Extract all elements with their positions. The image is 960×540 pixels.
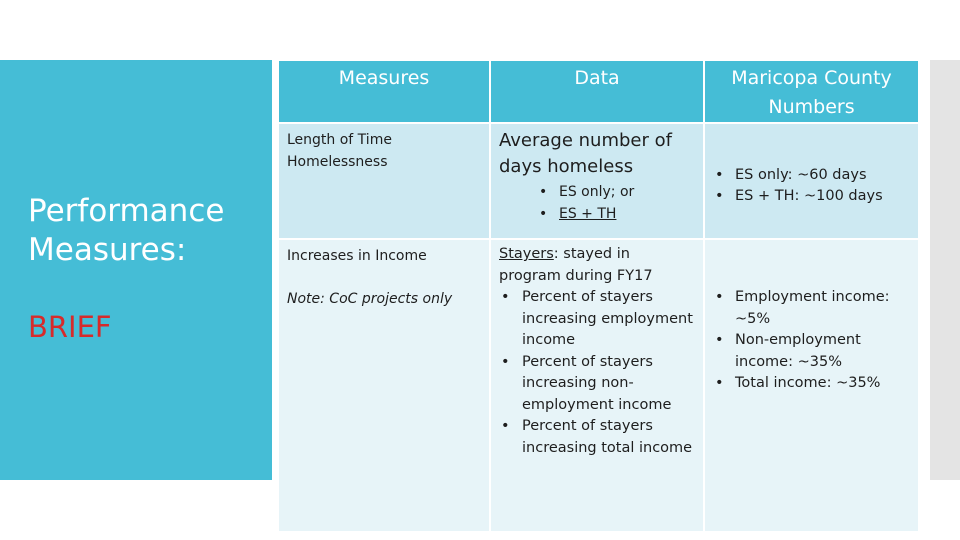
data-bullet-list (499, 287, 695, 459)
data-heading: Average number of days homeless (499, 130, 672, 177)
measures-table (277, 59, 920, 533)
county-cell (704, 123, 919, 239)
stayers-term: Stayers (499, 246, 554, 262)
county-bullet-list (705, 165, 918, 208)
data-intro (499, 244, 695, 287)
data-cell (490, 239, 704, 532)
slide-title-line-1: Performance (28, 193, 225, 229)
list-item: • Percent of stayers increasing total income (501, 418, 693, 456)
stayers-definition: : stayed in program during FY17 (499, 246, 653, 284)
data-bullet-list (499, 182, 695, 225)
header-measures: Measures (278, 60, 490, 123)
list-item: • Total income: ~35% (715, 375, 881, 391)
list-item: • ES + TH (539, 205, 617, 222)
table-row (278, 239, 919, 532)
table-row (278, 123, 919, 239)
slide-title (28, 192, 224, 270)
list-item: • ES only; or (539, 184, 635, 200)
left-accent-panel (0, 60, 272, 480)
list-item: • Percent of stayers increasing employment income (501, 289, 693, 348)
measure-note: Note: CoC projects only (287, 291, 453, 307)
county-cell (704, 239, 919, 532)
header-county: Maricopa County Numbers (704, 60, 919, 123)
slide-title-line-2: Measures: (28, 232, 187, 268)
measure-cell (278, 123, 490, 239)
measure-label: Increases in Income (287, 248, 427, 264)
list-item: • ES + TH: ~100 days (715, 188, 883, 204)
slide-subtitle: BRIEF (28, 310, 112, 344)
list-item: • Percent of stayers increasing non-employment income (501, 353, 672, 413)
header-data: Data (490, 60, 704, 123)
county-bullet-list (705, 287, 918, 395)
table-header-row (278, 60, 919, 123)
list-item: • Employment income: ~5% (715, 289, 890, 327)
data-cell (490, 123, 704, 239)
measure-label: Length of Time Homelessness (287, 132, 392, 170)
list-item: • Non-employment income: ~35% (715, 332, 861, 370)
list-item: • ES only: ~60 days (715, 166, 867, 183)
measure-cell (278, 239, 490, 532)
right-gray-strip (930, 60, 960, 480)
